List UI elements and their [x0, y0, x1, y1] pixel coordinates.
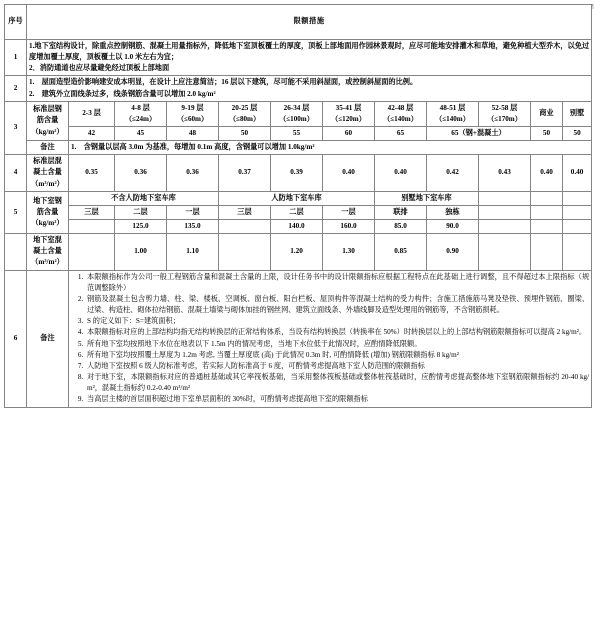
row-2-paragraph-2: 2. 建筑外立面线条过多，线条钢筋含量可以增加 2.0 kg/m²: [29, 89, 216, 98]
basement-group-empty-1: [531, 191, 563, 205]
concrete-value-8: 0.43: [479, 155, 531, 191]
basement-group-1: 人防地下室车库: [219, 191, 375, 205]
basement-rebar-value-3: [219, 220, 271, 234]
table-header-row: [5, 5, 592, 40]
concrete-value-4: 0.39: [271, 155, 323, 191]
rebar-value-5: 60: [323, 126, 375, 140]
concrete-value-10: 0.40: [563, 155, 592, 191]
rebar-col-height-3: （≤80m）: [228, 114, 261, 123]
rebar-col-range-1: 4-8 层: [131, 103, 150, 112]
basement-group-header-row: [5, 191, 592, 205]
page-title: 限额措施: [293, 17, 325, 26]
rebar-col-header-9: [531, 101, 563, 126]
basement-concrete-value-2: 1.10: [167, 234, 219, 270]
notes-row: [5, 270, 592, 407]
basement-sub-empty-0: [479, 205, 531, 219]
row-1-paragraph-2: 2．消防通道也应尽量避免经过顶板上部地面: [29, 64, 170, 73]
concrete-value-row: [5, 155, 592, 191]
basement-group-empty-0: [479, 191, 531, 205]
note-item: 3. S 的定义如下：S=建筑面积；: [85, 316, 589, 327]
basement-sub-empty-2: [563, 205, 592, 219]
rebar-value-8: 50: [531, 126, 563, 140]
rebar-label-line1: 标准层钢: [33, 105, 62, 114]
rebar-value-1: 45: [115, 126, 167, 140]
note-item: 9. 当高层主楼的首层面积超过地下室单层面积的 30%时，可酌情考虑提高地下室的限额指标: [85, 394, 589, 405]
basement-concrete-value-row: [5, 234, 592, 270]
note-item: 6. 所有地下室均按照覆土厚度为 1.2m 考虑, 当覆土厚度底 (高) 于此情况 0.3m 时, 可酌情降低 (增加) 钢筋限额指标 8 kg/m²: [85, 350, 589, 361]
rebar-col-range-9: 商业: [539, 109, 554, 118]
basement-concrete-value-1: 1.00: [115, 234, 167, 270]
rebar-col-height-4: （≤100m）: [279, 114, 314, 123]
rebar-value-0: 42: [69, 126, 115, 140]
basement-sub-header-row: [5, 205, 592, 219]
basement-concrete-label-line2: 凝土含量: [33, 247, 62, 256]
header-seq-cell: [5, 5, 27, 40]
limit-measures-table: [4, 4, 592, 408]
concrete-label-line1: 标准层混: [33, 157, 62, 166]
basement-rebar-value-10: [563, 220, 592, 234]
concrete-label-line2: 凝土含量: [33, 168, 62, 177]
basement-sub-1-0: 三层: [219, 205, 271, 219]
row-1-paragraph-1: 1.地下室结构设计，除重点控制钢筋、混凝土用量指标外，降低地下室顶板覆土的厚度，顶板上部地面用作园林景观时，应尽可能地安排灌木和草地，避免种植大型乔木，以免过度增加覆土厚度，顶板覆土以 1.0 米左右为宜；: [29, 42, 590, 62]
basement-rebar-value-1: 125.0: [115, 220, 167, 234]
rebar-header-row: [5, 101, 592, 126]
basement-rebar-label-line2: 筋含量: [36, 207, 59, 216]
rebar-remark-label: 备注: [27, 141, 69, 155]
rebar-value-row: [5, 126, 592, 140]
row-content-2: [27, 76, 592, 101]
rebar-col-range-3: 20-25 层: [231, 103, 258, 112]
note-item: 8. 对于地下室，本限额指标对应的普通桩基础或其它率筏板基础，当采用整体筏板基础或整体桩筏基础时，应酌情考虑提高整体地下室钢筋限额指标约 20-40 kg/m²，混凝土指标约 0.2-0.40 m³/m²: [85, 372, 589, 394]
basement-rebar-value-7: 90.0: [427, 220, 479, 234]
rebar-col-range-10: 别墅: [569, 109, 585, 118]
basement-rebar-label-line3: （kg/m²）: [31, 219, 64, 228]
note-item: 5. 所有地下室均按照地下水位在地表以下 1.5m 内的情况考虑，当地下水位低于此情况时，应酌情降低限额。: [85, 339, 589, 350]
header-title-cell: [27, 5, 592, 40]
rebar-row-label: [27, 101, 69, 140]
rebar-col-range-5: 35-41 层: [335, 103, 362, 112]
rebar-value-2: 48: [167, 126, 219, 140]
rebar-col-header-7: [427, 101, 479, 126]
rebar-col-header-8: [479, 101, 531, 126]
rebar-col-height-8: （≤170m）: [487, 114, 522, 123]
basement-group-2: 别墅地下室车库: [375, 191, 479, 205]
concrete-label-line3: （m³/m²）: [31, 179, 64, 188]
rebar-value-7: 65（钢+混凝土）: [427, 126, 531, 140]
rebar-col-header-0: [69, 101, 115, 126]
basement-group-empty-2: [563, 191, 592, 205]
row-seq-2: 2: [5, 76, 27, 101]
basement-concrete-value-0: [69, 234, 115, 270]
note-item: 4. 本限额指标对应的上部结构均指无结构转换层的正常结构体系，当设有结构转换层（转换率在 50%）时转换层以上的上部结构钢筋限额指标可以提高 2 kg/m²。: [85, 327, 589, 338]
rebar-col-header-4: [271, 101, 323, 126]
basement-rebar-value-9: [531, 220, 563, 234]
basement-sub-0-1: 二层: [115, 205, 167, 219]
basement-sub-0-2: 一层: [167, 205, 219, 219]
concrete-value-9: 0.40: [531, 155, 563, 191]
rebar-col-header-6: [375, 101, 427, 126]
concrete-value-2: 0.36: [167, 155, 219, 191]
rebar-col-height-7: （≤140m）: [435, 114, 470, 123]
concrete-value-6: 0.40: [375, 155, 427, 191]
rebar-col-header-10: [563, 101, 592, 126]
rebar-value-4: 55: [271, 126, 323, 140]
concrete-value-3: 0.37: [219, 155, 271, 191]
rebar-value-9: 50: [563, 126, 592, 140]
basement-rebar-value-4: 140.0: [271, 220, 323, 234]
concrete-row-label: [27, 155, 69, 191]
rebar-remark-text: 1. 含钢量以层高 3.0m 为基准，每增加 0.1m 高度，含钢量可以增加 1.0kg/m²: [69, 141, 592, 155]
rebar-col-height-6: （≤140m）: [383, 114, 418, 123]
basement-rebar-value-row: [5, 220, 592, 234]
basement-concrete-value-6: 0.85: [375, 234, 427, 270]
rebar-col-range-2: 9-19 层: [181, 103, 204, 112]
rebar-col-range-6: 42-48 层: [387, 103, 414, 112]
row-2-paragraph-1: 1. 屋面造型造价影响建安成本明显，在设计上应注意简洁；16 层以下建筑，尽可能不采用斜屋面，或控制斜屋面的比例。: [29, 78, 418, 87]
basement-sub-0-0: 三层: [69, 205, 115, 219]
rebar-col-height-5: （≤120m）: [331, 114, 366, 123]
rebar-label-line2: 筋含量: [36, 116, 59, 125]
row-seq-1: 1: [5, 40, 27, 76]
row-content-1: [27, 40, 592, 76]
table-row: [5, 76, 592, 101]
row-seq-3: 3: [5, 101, 27, 154]
basement-rebar-label-line1: 地下室钢: [33, 196, 62, 205]
rebar-col-range-4: 26-34 层: [283, 103, 310, 112]
rebar-remark-row: [5, 141, 592, 155]
rebar-label-line3: （kg/m²）: [31, 127, 64, 136]
rebar-value-3: 50: [219, 126, 271, 140]
rebar-col-header-2: [167, 101, 219, 126]
row-seq-basement-concrete: [5, 234, 27, 270]
rebar-col-range-0: 2-3 层: [82, 109, 101, 118]
rebar-col-header-5: [323, 101, 375, 126]
rebar-value-6: 65: [375, 126, 427, 140]
concrete-value-0: 0.35: [69, 155, 115, 191]
basement-concrete-value-7: 0.90: [427, 234, 479, 270]
header-seq-label: 序号: [8, 17, 23, 26]
basement-rebar-value-8: [479, 220, 531, 234]
basement-group-0: 不含人防地下室车库: [69, 191, 219, 205]
notes-list: [71, 272, 589, 406]
rebar-col-height-1: （≤24m）: [124, 114, 157, 123]
row-seq-4: 4: [5, 155, 27, 191]
basement-concrete-value-5: 1.30: [323, 234, 375, 270]
note-item: 2. 钢筋及混凝土包含剪力墙、柱、梁、楼板、空调板、窗台板、阳台栏板、屋顶构件等混凝土结构的受力构件；含施工措施筋马凳及垫铁、预埋件钢筋、圈梁、过梁、构造柱、砌体拉结钢筋、混凝土墙梁与砌体加挂的钢丝网、建筑立面线条、外墙线脚及造型处理用的钢筋等，不含钢筋损耗。: [85, 294, 589, 316]
basement-sub-1-2: 一层: [323, 205, 375, 219]
row-seq-6: 6: [5, 270, 27, 407]
basement-rebar-value-2: 135.0: [167, 220, 219, 234]
basement-concrete-value-9: [531, 234, 563, 270]
basement-rebar-value-0: [69, 220, 115, 234]
basement-sub-1-1: 二层: [271, 205, 323, 219]
basement-sub-empty-1: [531, 205, 563, 219]
basement-rebar-value-6: 85.0: [375, 220, 427, 234]
concrete-value-5: 0.40: [323, 155, 375, 191]
note-item: 1. 本限额指标作为公司一般工程钢筋含量和混凝土含量的上限，设计任务书中的设计限额指标应根据工程特点在此基础上进行调整，且不得超过本上限指标（规范调整除外）: [85, 272, 589, 294]
basement-rebar-row-label: [27, 191, 69, 233]
basement-concrete-value-10: [563, 234, 592, 270]
row-seq-5: 5: [5, 191, 27, 233]
notes-content: [69, 270, 592, 407]
rebar-col-header-3: [219, 101, 271, 126]
basement-concrete-value-4: 1.20: [271, 234, 323, 270]
rebar-col-range-7: 48-51 层: [439, 103, 466, 112]
basement-concrete-label-line3: （m³/m²）: [31, 258, 64, 267]
rebar-col-range-8: 52-58 层: [491, 103, 518, 112]
basement-rebar-value-5: 160.0: [323, 220, 375, 234]
basement-concrete-value-3: [219, 234, 271, 270]
notes-label: 备注: [27, 270, 69, 407]
basement-sub-2-0: 联排: [375, 205, 427, 219]
basement-concrete-row-label: [27, 234, 69, 270]
margin-paragraph-marks: ¶: [591, 4, 594, 10]
note-item: 7. 人防地下室按照 6 级人防标准考虑，若实际人防标准高于 6 度，可酌情考虑提高地下室人防范围的限额指标: [85, 361, 589, 372]
concrete-value-1: 0.36: [115, 155, 167, 191]
basement-concrete-value-8: [479, 234, 531, 270]
concrete-value-7: 0.42: [427, 155, 479, 191]
rebar-col-header-1: [115, 101, 167, 126]
basement-sub-2-1: 独栋: [427, 205, 479, 219]
rebar-col-height-2: （≤60m）: [176, 114, 209, 123]
table-row: [5, 40, 592, 76]
basement-concrete-label-line1: 地下室混: [33, 236, 62, 245]
